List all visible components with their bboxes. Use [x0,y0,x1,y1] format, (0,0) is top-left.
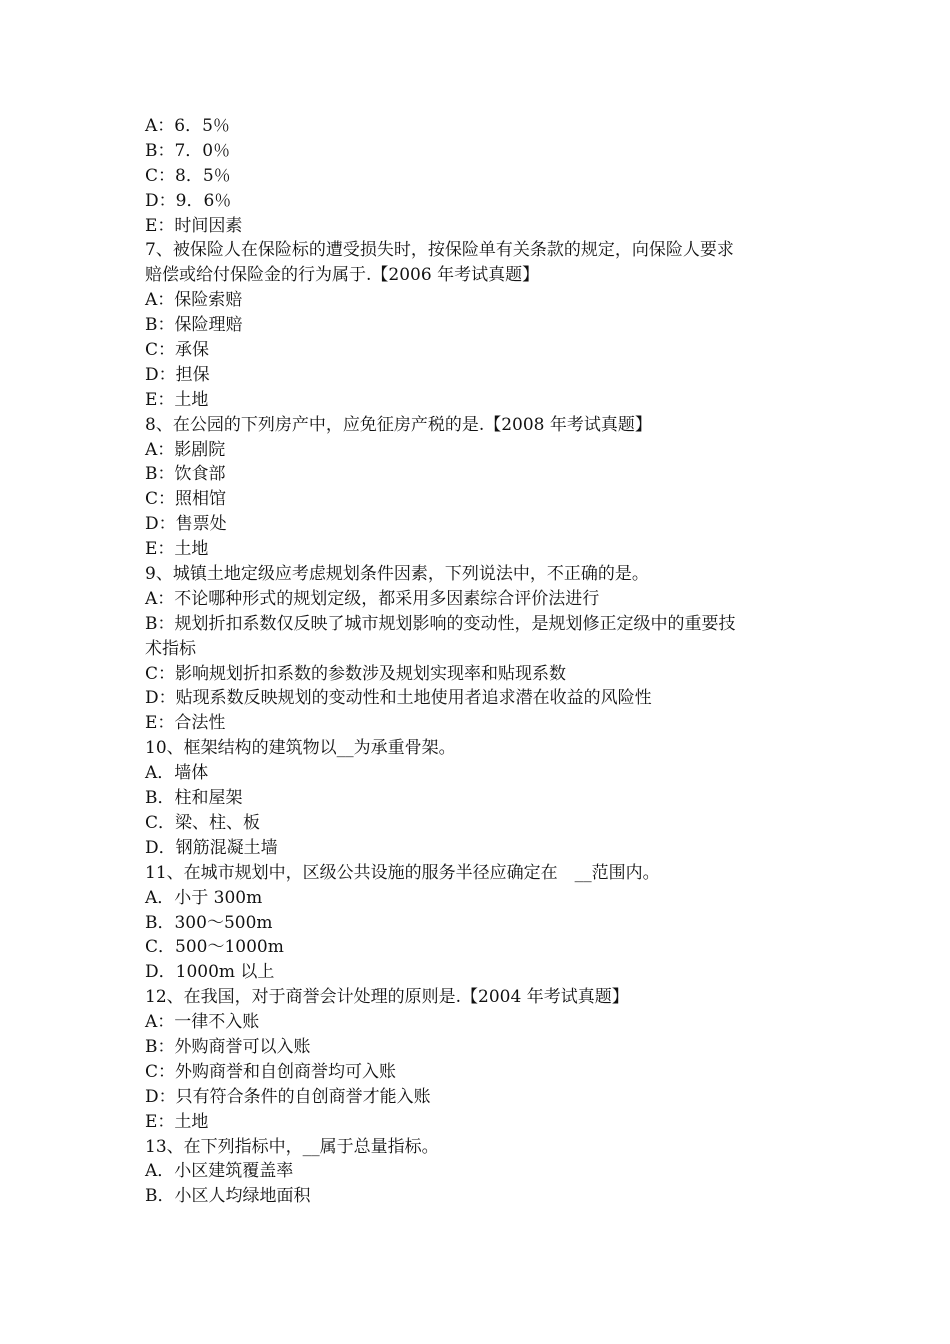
option-line: B．小区人均绿地面积 [145,1186,311,1207]
option-line: D：贴现系数反映规划的变动性和土地使用者追求潜在收益的风险性 [145,688,652,709]
option-line: C：影响规划折扣系数的参数涉及规划实现率和贴现系数 [145,663,567,684]
option-line: D．1000m 以上 [145,962,275,983]
option-line: B：保险理赔 [145,315,243,336]
option-line: B：规划折扣系数仅反映了城市规划影响的变动性，是规划修正定级中的重要技 [145,613,736,634]
option-line: C：8．5％ [145,165,231,186]
option-line: D．钢筋混凝土墙 [145,837,278,858]
option-line: A：保险索赔 [145,290,243,311]
question-7: 7、被保险人在保险标的遭受损失时，按保险单有关条款的规定，向保险人要求 [145,240,734,261]
option-line-continued: 术指标 [145,638,196,659]
question-8: 8、在公园的下列房产中，应免征房产税的是.【2008 年考试真题】 [145,414,652,435]
option-line: C：承保 [145,340,210,361]
option-line: B：外购商誉可以入账 [145,1036,311,1057]
option-line: A：不论哪种形式的规划定级，都采用多因素综合评价法进行 [145,588,600,609]
option-line: A：影剧院 [145,439,226,460]
option-line: D：9．6％ [145,190,232,211]
option-line: C．梁、柱、板 [145,812,261,833]
option-line: C．500～1000m [145,937,284,958]
option-line: C：照相馆 [145,489,227,510]
option-line: E：土地 [145,1111,209,1132]
option-line: D：担保 [145,364,210,385]
option-line: A．小区建筑覆盖率 [145,1161,294,1182]
option-line: D：售票处 [145,514,227,535]
question-7-continued: 赔偿或给付保险金的行为属于.【2006 年考试真题】 [145,265,540,286]
question-9: 9、城镇土地定级应考虑规划条件因素，下列说法中，不正确的是。 [145,564,649,585]
option-line: E：时间因素 [145,215,243,236]
option-line: A．墙体 [145,763,209,784]
question-13: 13、在下列指标中，__属于总量指标。 [145,1136,439,1157]
option-line: E：土地 [145,389,209,410]
question-11: 11、在城市规划中，区级公共设施的服务半径应确定在 __范围内。 [145,862,660,883]
option-line: A：6．5％ [145,116,230,136]
option-line: D：只有符合条件的自创商誉才能入账 [145,1086,431,1107]
option-line: B：饮食部 [145,464,226,485]
option-line: A：一律不入账 [145,1012,260,1033]
option-line: E：合法性 [145,713,226,734]
question-10: 10、框架结构的建筑物以__为承重骨架。 [145,738,456,759]
option-line: E：土地 [145,539,209,560]
option-line: B．柱和屋架 [145,788,243,809]
document-page [145,114,815,1209]
option-line: A．小于 300m [145,887,263,908]
option-line: B：7．0％ [145,140,231,161]
option-line: C：外购商誉和自创商誉均可入账 [145,1061,397,1082]
question-12: 12、在我国，对于商誉会计处理的原则是.【2004 年考试真题】 [145,987,629,1008]
option-line: B．300～500m [145,912,273,933]
